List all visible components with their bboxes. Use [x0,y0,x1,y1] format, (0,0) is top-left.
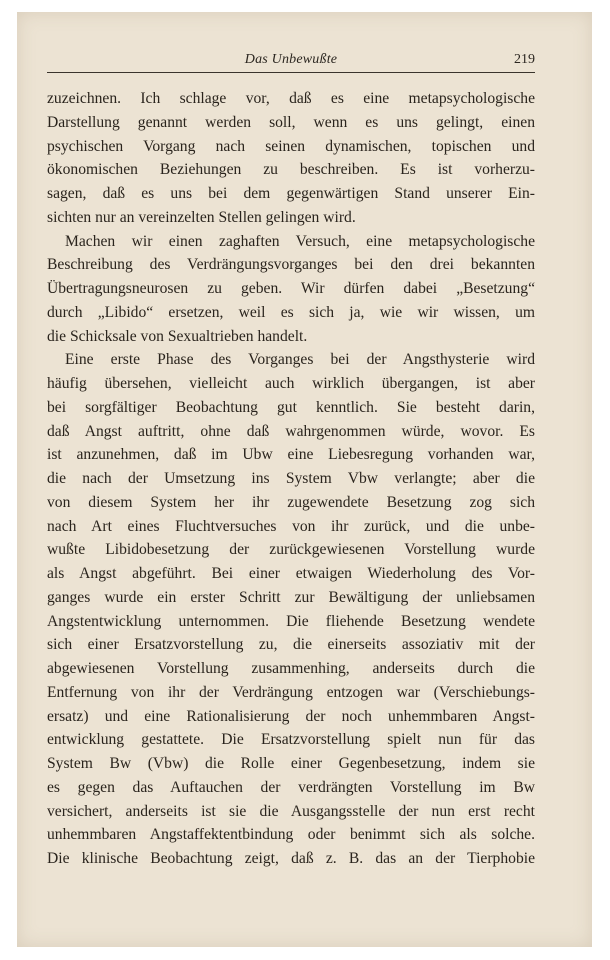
text-line: psychischen Vorgang nach seinen dynamischen, topischen und [47,137,535,155]
paragraph-1 [47,87,535,230]
text-line: häufig übersehen, vielleicht auch wirklich übergangen, ist aber [47,375,535,392]
text-line: abgewiesenen Vorstellung zusammenhing, anderseits durch die [47,660,535,677]
text-line: entwicklung gestattete. Die Ersatzvorstellung spielt nun für das [47,731,535,749]
text-line: es gegen das Auftauchen der verdrängten Vorstellung im Bw [47,778,535,796]
text-line: die nach der Umsetzung ins System Vbw verlangte; aber die [47,470,535,487]
page-number: 219 [514,52,535,67]
text-line: Entfernung von ihr der Verdrängung entzogen war (Verschiebungs- [47,683,535,701]
text-line: zuzeichnen. Ich schlage vor, daß es eine metapsychologische [47,90,535,107]
text-line: von diesem System her ihr zugewendete Besetzung zog sich [47,493,535,511]
text-line: wußte Libidobesetzung der zurückgewiesenen Vorstellung wurde [47,541,535,559]
text-line: bei sorgfältiger Beobachtung gut kenntlich. Sie besteht darin, [47,398,535,416]
text-line: Darstellung genannt werden soll, wenn es uns gelingt, einen [47,113,535,131]
text-line: unhemmbaren Angstaffektentbindung oder benimmt sich als solche. [47,826,535,844]
text-line: ganges wurde ein erster Schritt zur Bewältigung der unliebsamen [47,588,535,606]
text-line: sagen, daß es uns bei dem gegenwärtigen Stand unserer Ein- [47,185,535,202]
text-line: durch „Libido“ ersetzen, weil es sich ja, wie wir wissen, um [47,303,535,321]
text-line: nach Art eines Fluchtversuches von ihr zurück, und die unbe- [47,517,535,535]
text-line: sich einer Ersatzvorstellung zu, die einerseits assoziativ mit der [47,636,535,654]
text-line: als Angst abgeführt. Bei einer etwaigen Wiederholung des Vor- [47,565,535,582]
body-text [47,87,535,871]
text-line: System Bw (Vbw) die Rolle einer Gegenbesetzung, indem sie [47,755,535,772]
text-line: Übertragungsneurosen zu geben. Wir dürfen dabei „Besetzung“ [47,280,535,297]
paragraph-3 [47,348,535,871]
text-line: Angstentwicklung unternommen. Die fliehende Besetzung wendete [47,612,535,630]
text-line: Die klinische Beobachtung zeigt, daß z. B. das an der Tierphobie [47,850,535,867]
text-line: die Schicksale von Sexualtrieben handelt. [47,327,308,345]
text-line: Beschreibung des Verdrängungsvorganges bei den drei bekannten [47,256,535,274]
text-line: Eine erste Phase des Vorganges bei der Angsthysterie wird [65,351,535,369]
running-head [47,50,535,73]
book-page [17,12,592,947]
text-line: versichert, anderseits ist sie die Ausgangsstelle der nun erst recht [47,802,535,820]
paragraph-2 [47,230,535,349]
text-line: sichten nur an vereinzelten Stellen gelingen wird. [47,208,356,226]
text-line: ist anzunehmen, daß im Ubw eine Liebesregung vorhanden war, [47,446,535,464]
text-line: Machen wir einen zaghaften Versuch, eine metapsychologische [65,232,535,250]
running-title: Das Unbewußte [244,52,338,67]
text-line: daß Angst auftritt, ohne daß wahrgenommen würde, wovor. Es [47,422,535,440]
text-line: ökonomischen Beziehungen zu beschreiben. Es ist vorherzu- [47,161,535,179]
text-line: ersatz) und eine Rationalisierung der noch unhemmbaren Angst- [47,707,535,725]
